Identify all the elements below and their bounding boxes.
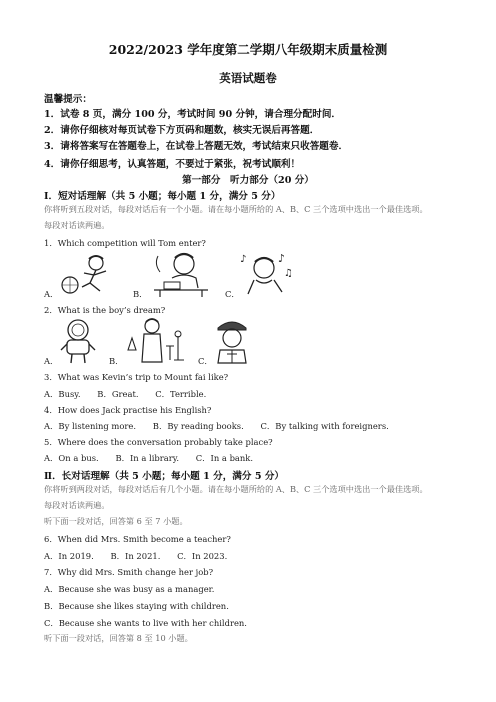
q7-option-a: A．Because she was busy as a manager. [44, 584, 215, 594]
notice-heading: 温馨提示： [44, 94, 92, 105]
section2-instruction: 每段对话读两遍。 [44, 500, 110, 510]
section2-instruction: 你将听到两段对话，每段对话后有几个小题。请在每小题所给的 A、B、C 三个选项中选出一个最佳选项。 [44, 484, 428, 494]
notice-item: 1．试卷 8 页，满分 100 分，考试时间 90 分钟，请合理分配时间． [44, 109, 342, 120]
scientist-icon [122, 316, 188, 364]
svg-text:♪: ♪ [240, 254, 247, 265]
q2-option-a-label: A． [44, 356, 59, 366]
notice-item: 3．请将答案写在答题卷上，在试卷上答题无效，考试结束只收答题卷． [44, 141, 349, 152]
dialogue-lead-1: 听下面一段对话，回答第 6 至 7 小题。 [44, 516, 188, 526]
q1-option-c-label: C． [225, 289, 240, 299]
pilot-icon [212, 316, 252, 364]
student-studying-icon [150, 250, 212, 298]
section2-heading: Ⅱ．长对话理解（共 5 小题；每小题 1 分，满分 5 分） [44, 471, 285, 482]
q2-option-b-label: B． [109, 356, 124, 366]
singing-boy-icon [238, 250, 296, 298]
q1-option-b-label: B． [133, 289, 148, 299]
section1-instruction: 每段对话读两遍。 [44, 220, 110, 230]
question-7: 7．Why did Mrs. Smith change her job? [44, 567, 214, 577]
question-6: 6．When did Mrs. Smith become a teacher? [44, 534, 231, 544]
section1-heading: Ⅰ．短对话理解（共 5 小题；每小题 1 分，满分 5 分） [44, 191, 281, 202]
q7-option-b: B．Because she likes staying with children. [44, 601, 229, 611]
svg-text:♪: ♪ [278, 252, 286, 265]
q4-options: A．By listening more. B．By reading books. C．By talking with foreigners. [44, 421, 389, 431]
part1-heading: 第一部分 听力部分（20 分） [182, 175, 314, 186]
exam-subtitle: 英语试题卷 [219, 71, 277, 85]
q7-option-c: C．Because she wants to live with her children. [44, 618, 247, 628]
dialogue-lead-2: 听下面一段对话，回答第 8 至 10 小题。 [44, 633, 193, 643]
svg-text:♫: ♫ [284, 268, 293, 279]
q2-option-c-label: C． [198, 356, 213, 366]
q5-options: A．On a bus. B．In a library. C．In a bank. [44, 453, 254, 463]
notice-item: 2．请你仔细核对每页试卷下方页码和题数，核实无误后再答题． [44, 125, 320, 136]
q1-option-a-label: A． [44, 289, 59, 299]
question-2: 2．What is the boy’s dream? [44, 305, 166, 315]
q6-options: A．In 2019. B．In 2021. C．In 2023. [44, 551, 228, 561]
section1-instruction: 你将听到五段对话，每段对话后有一个小题。请在每小题所给的 A、B、C 三个选项中选出一个最佳选项。 [44, 204, 428, 214]
question-3: 3．What was Kevin’s trip to Mount fai like? [44, 372, 229, 382]
q3-options: A．Busy. B．Great. C．Terrible. [44, 389, 207, 399]
question-1: 1．Which competition will Tom enter? [44, 238, 206, 248]
soccer-player-icon [58, 253, 118, 297]
exam-title: 2022/2023 学年度第二学期八年级期末质量检测 [108, 42, 388, 57]
notice-item: 4．请你仔细思考，认真答题，不要过于紧张，祝考试顺利！ [44, 159, 301, 170]
astronaut-icon [58, 318, 98, 364]
question-4: 4．How does Jack practise his English? [44, 405, 212, 415]
question-5: 5．Where does the conversation probably take place? [44, 437, 273, 447]
